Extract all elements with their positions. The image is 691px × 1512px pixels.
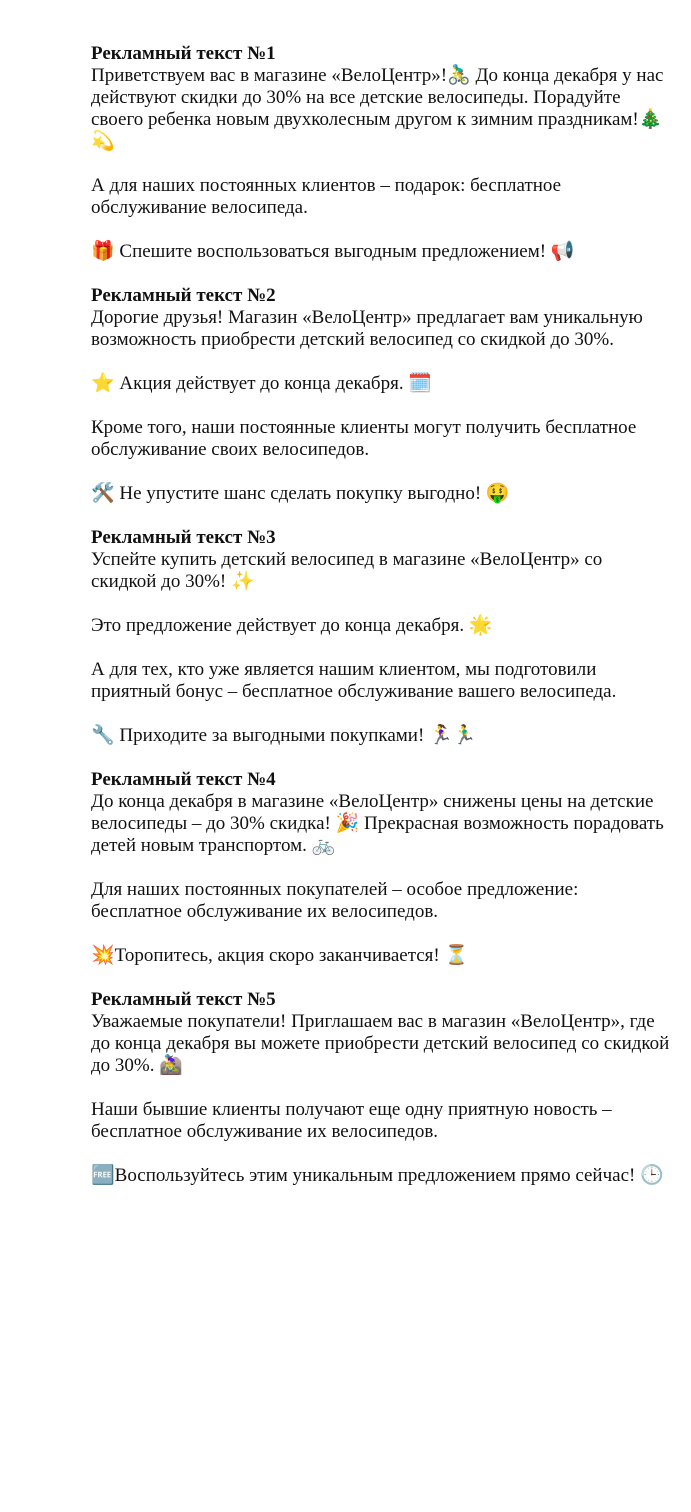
ad-text-2-paragraph-2: ⭐ Акция действует до конца декабря. 🗓️ [91, 373, 432, 394]
ad-text-5-paragraph-1: Уважаемые покупатели! Приглашаем вас в магазин «ВелоЦентр», где до конца декабря вы можете приобрести детский велосипед со скидкой до 30%. 🚵‍♀️ [91, 1011, 670, 1076]
ad-text-1-paragraph-3: 🎁 Спешите воспользоваться выгодным предложением! 📢 [91, 241, 575, 262]
ad-text-5-paragraph-3: 🆓Воспользуйтесь этим уникальным предложением прямо сейчас! 🕒 [91, 1165, 664, 1186]
ad-text-3-paragraph-1: Успейте купить детский велосипед в магазине «ВелоЦентр» со скидкой до 30%! ✨ [91, 549, 603, 592]
ad-text-1-paragraph-2: А для наших постоянных клиентов – подарок: бесплатное обслуживание велосипеда. [91, 175, 562, 218]
ad-text-5 [91, 989, 671, 1187]
ad-text-2-paragraph-4: 🛠️ Не упустите шанс сделать покупку выгодно! 🤑 [91, 483, 510, 504]
ad-text-4-paragraph-3: 💥Торопитесь, акция скоро заканчивается! ⏳ [91, 945, 469, 966]
ad-text-3-paragraph-2: Это предложение действует до конца декабря. 🌟 [91, 615, 493, 636]
ad-text-1-title: Рекламный текст №1 [91, 43, 276, 64]
ad-text-1 [91, 43, 671, 263]
ad-text-3 [91, 527, 671, 747]
ad-text-5-title: Рекламный текст №5 [91, 989, 276, 1010]
ad-text-3-title: Рекламный текст №3 [91, 527, 276, 548]
ad-text-2-title: Рекламный текст №2 [91, 285, 276, 306]
ad-text-2-paragraph-3: Кроме того, наши постоянные клиенты могут получить бесплатное обслуживание своих велосипедов. [91, 417, 637, 460]
ad-text-4-paragraph-2: Для наших постоянных покупателей – особое предложение: бесплатное обслуживание их велосипедов. [91, 879, 579, 922]
ad-text-1-paragraph-1: Приветствуем вас в магазине «ВелоЦентр»!🚴‍♂️ До конца декабря у нас действуют скидки до 30% на все детские велосипеды. Порадуйте своего ребенка новым двухколесным другом к зимним праздникам!🎄💫 [91, 65, 664, 152]
ad-text-4-paragraph-1: До конца декабря в магазине «ВелоЦентр» снижены цены на детские велосипеды – до 30% скидка! 🎉 Прекрасная возможность порадовать детей новым транспортом. 🚲 [91, 791, 664, 856]
ad-text-3-paragraph-3: А для тех, кто уже является нашим клиентом, мы подготовили приятный бонус – бесплатное обслуживание вашего велосипеда. [91, 659, 617, 702]
ad-text-5-paragraph-2: Наши бывшие клиенты получают еще одну приятную новость – бесплатное обслуживание их велосипедов. [91, 1099, 612, 1142]
ad-text-2 [91, 285, 671, 505]
ad-text-2-paragraph-1: Дорогие друзья! Магазин «ВелоЦентр» предлагает вам уникальную возможность приобрести детский велосипед со скидкой до 30%. [91, 307, 643, 350]
ad-text-3-paragraph-4: 🔧 Приходите за выгодными покупками! 🏃‍♀️🏃‍♂️ [91, 725, 477, 746]
ad-text-4-title: Рекламный текст №4 [91, 769, 276, 790]
ad-text-4 [91, 769, 671, 967]
